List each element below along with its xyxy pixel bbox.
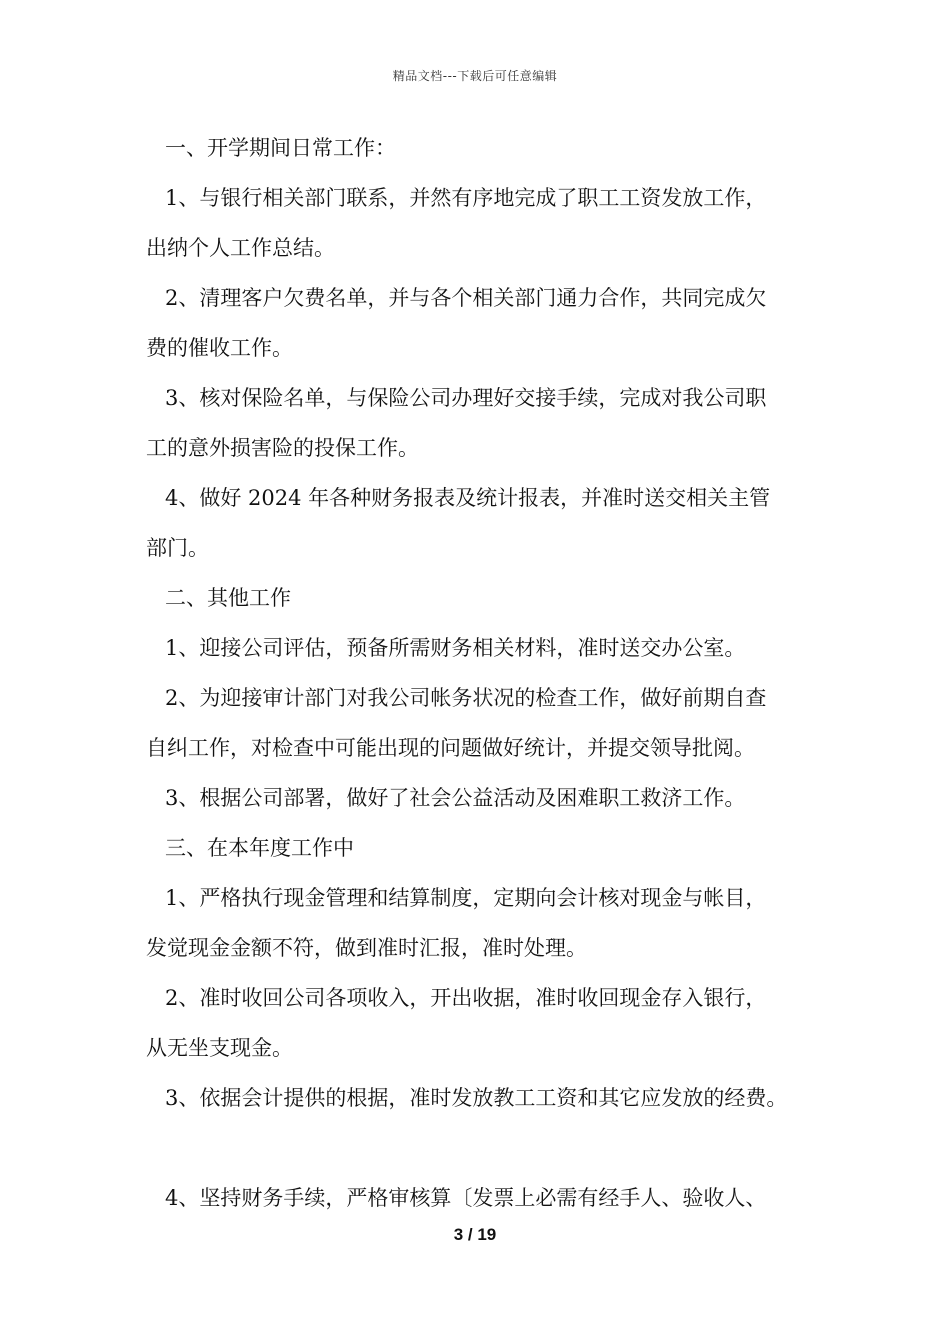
section-heading: 一、开学期间日常工作： [165,136,396,160]
paragraph-line: 出纳个人工作总结。 [146,236,335,260]
paragraph-line: 从无坐支现金。 [146,1036,293,1060]
paragraph-line: 2、准时收回公司各项收入，开出收据，准时收回现金存入银行， [165,986,767,1010]
document-body [146,133,814,1233]
paragraph-line: 3、依据会计提供的根据，准时发放教工工资和其它应发放的经费。 [165,1086,788,1110]
section-heading: 二、其他工作 [165,586,291,610]
page-header: 精品文档---下载后可任意编辑 [392,69,558,83]
paragraph-line: 4、做好 2024 年各种财务报表及统计报表，并准时送交相关主管 [165,486,771,510]
paragraph-line: 1、迎接公司评估，预备所需财务相关材料，准时送交办公室。 [165,636,746,660]
paragraph-line: 4、坚持财务手续，严格审核算〔发票上必需有经手人、验收人、 [165,1186,767,1210]
paragraph-line: 1、与银行相关部门联系，并然有序地完成了职工工资发放工作， [165,186,767,210]
paragraph-line: 发觉现金金额不符，做到准时汇报，准时处理。 [146,936,587,960]
paragraph-line: 部门。 [146,536,209,560]
paragraph-line: 自纠工作，对检查中可能出现的问题做好统计，并提交领导批阅。 [146,736,755,760]
paragraph-line: 3、核对保险名单，与保险公司办理好交接手续，完成对我公司职 [165,386,767,410]
paragraph-line: 费的催收工作。 [146,336,293,360]
section-heading: 三、在本年度工作中 [165,836,354,860]
paragraph-line: 3、根据公司部署，做好了社会公益活动及困难职工救济工作。 [165,786,746,810]
paragraph-line: 1、严格执行现金管理和结算制度，定期向会计核对现金与帐目， [165,886,767,910]
paragraph-line: 工的意外损害险的投保工作。 [146,436,419,460]
paragraph-line: 2、为迎接审计部门对我公司帐务状况的检查工作，做好前期自查 [165,686,767,710]
paragraph-gap [146,1133,814,1183]
paragraph-line: 2、清理客户欠费名单，并与各个相关部门通力合作，共同完成欠 [165,286,767,310]
page-number: 3 / 19 [453,1225,497,1244]
